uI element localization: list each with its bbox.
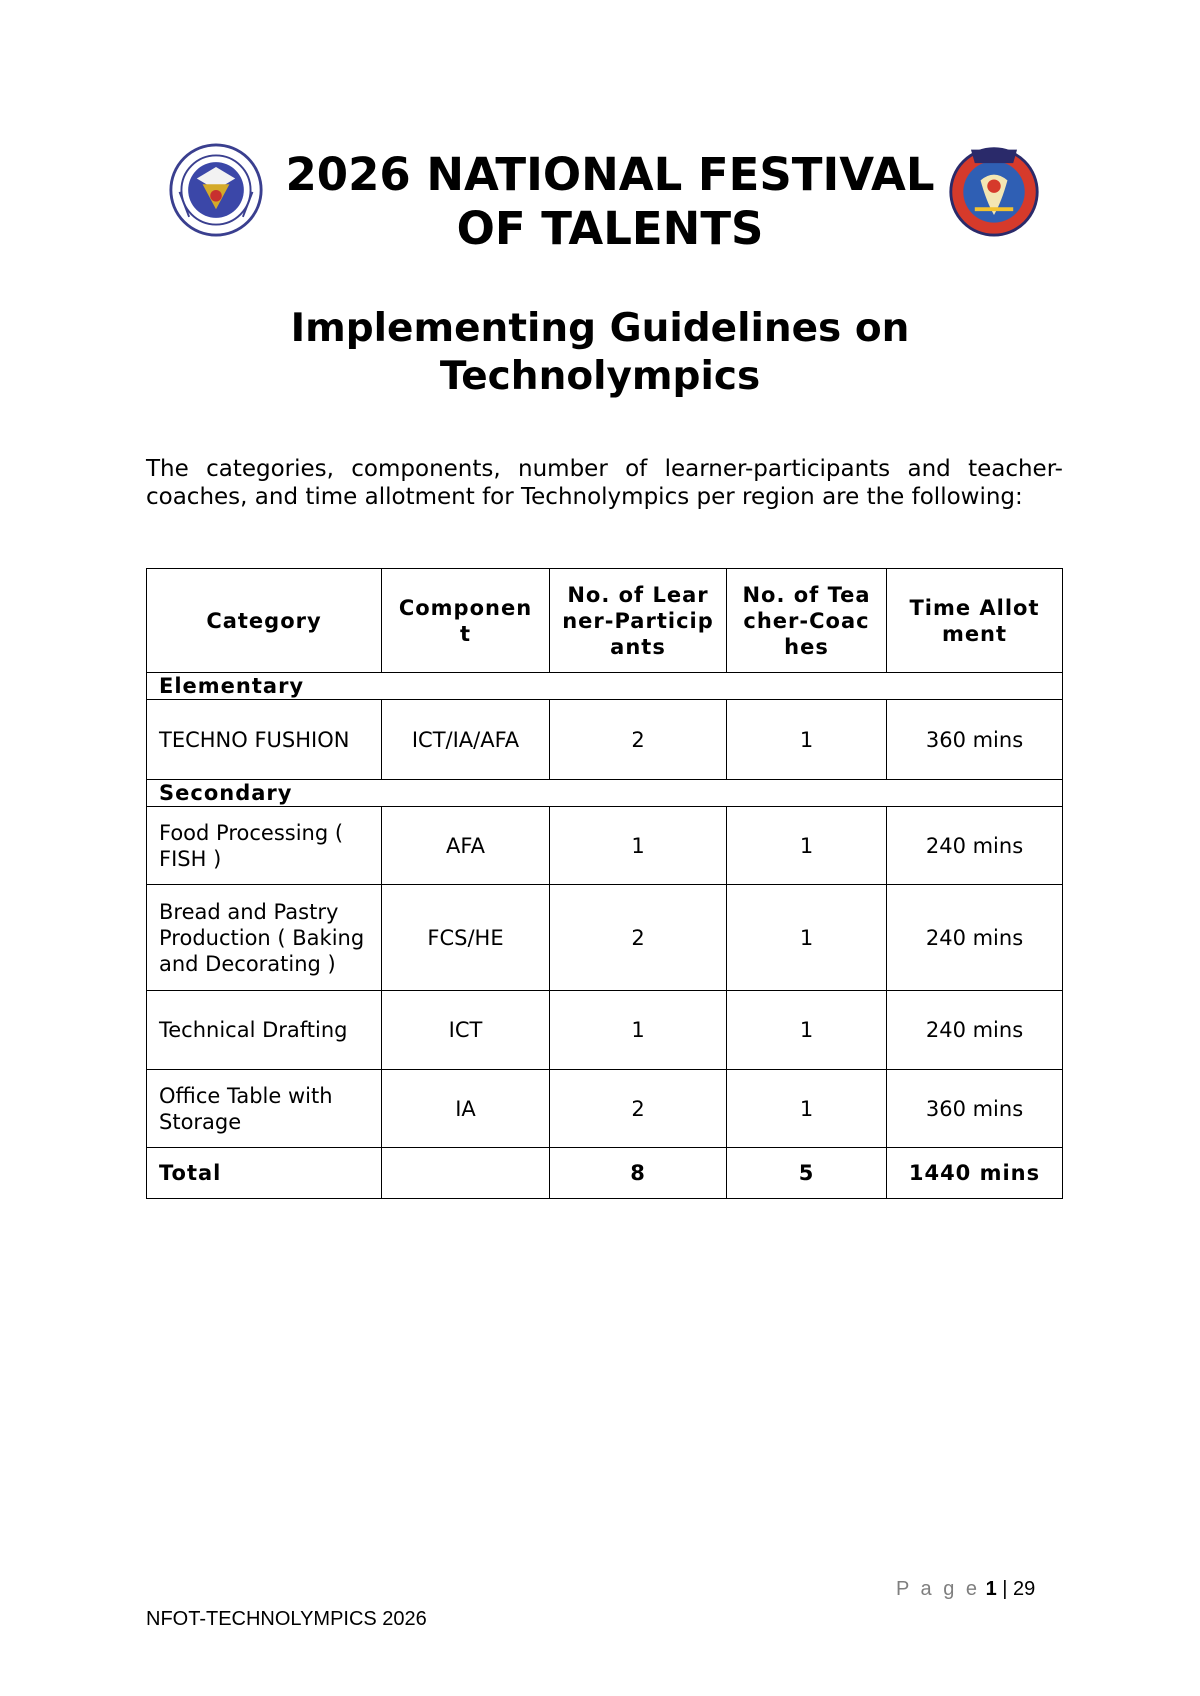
page-number — [896, 1578, 1035, 1601]
table-row — [147, 807, 1063, 885]
header-component: Component — [382, 569, 550, 673]
cell-component: AFA — [382, 807, 550, 885]
page-label: P a g e — [896, 1578, 981, 1600]
cell-coaches: 1 — [727, 991, 887, 1070]
document-subtitle — [160, 305, 1040, 401]
cell-category: Office Table with Storage — [147, 1070, 382, 1148]
cell-time: 360 mins — [887, 700, 1063, 780]
deped-seal-icon — [168, 142, 264, 238]
cell-learners: 2 — [550, 700, 727, 780]
table-row — [147, 885, 1063, 991]
cell-time: 240 mins — [887, 807, 1063, 885]
cell-coaches: 1 — [727, 700, 887, 780]
cell-time: 360 mins — [887, 1070, 1063, 1148]
main-title-line1: 2026 NATIONAL FESTIVAL — [285, 148, 935, 201]
footer-document-code: NFOT-TECHNOLYMPICS 2026 — [146, 1608, 427, 1630]
header-time-allotment: Time Allotment — [887, 569, 1063, 673]
document-header — [160, 138, 1060, 268]
page-current: 1 — [985, 1578, 997, 1600]
total-coaches: 5 — [727, 1148, 887, 1199]
section-row-elementary — [147, 673, 1063, 700]
total-label: Total — [147, 1148, 382, 1199]
table-header-row — [147, 569, 1063, 673]
table-row — [147, 991, 1063, 1070]
subtitle-line1: Implementing Guidelines on — [290, 306, 910, 351]
cell-category: Technical Drafting — [147, 991, 382, 1070]
cell-time: 240 mins — [887, 885, 1063, 991]
cell-category: Food Processing ( FISH ) — [147, 807, 382, 885]
section-label: Secondary — [147, 780, 1063, 807]
section-label: Elementary — [147, 673, 1063, 700]
header-learner-participants: No. of Learner-Participants — [550, 569, 727, 673]
main-title — [270, 148, 950, 256]
cell-component: IA — [382, 1070, 550, 1148]
cell-learners: 2 — [550, 1070, 727, 1148]
main-title-line2: OF TALENTS — [456, 202, 764, 255]
total-learners: 8 — [550, 1148, 727, 1199]
table-row — [147, 1070, 1063, 1148]
header-category: Category — [147, 569, 382, 673]
cell-learners: 2 — [550, 885, 727, 991]
cell-category: Bread and Pastry Production ( Baking and Decorating ) — [147, 885, 382, 991]
cell-component: FCS/HE — [382, 885, 550, 991]
total-component — [382, 1148, 550, 1199]
page-total: 29 — [1013, 1578, 1036, 1600]
cell-time: 240 mins — [887, 991, 1063, 1070]
total-row — [147, 1148, 1063, 1199]
page-separator: | — [996, 1578, 1014, 1600]
cell-category: TECHNO FUSHION — [147, 700, 382, 780]
guidelines-table — [146, 568, 1063, 1199]
cell-coaches: 1 — [727, 1070, 887, 1148]
section-row-secondary — [147, 780, 1063, 807]
intro-paragraph: The categories, components, number of learner-participants and teacher-coaches, and time allotment for Technolympics per region are the following: — [146, 456, 1063, 510]
cell-learners: 1 — [550, 991, 727, 1070]
cell-coaches: 1 — [727, 807, 887, 885]
festival-of-talents-logo-icon — [946, 142, 1042, 238]
cell-coaches: 1 — [727, 885, 887, 991]
header-teacher-coaches: No. of Teacher-Coaches — [727, 569, 887, 673]
cell-learners: 1 — [550, 807, 727, 885]
table-row — [147, 700, 1063, 780]
cell-component: ICT — [382, 991, 550, 1070]
total-time: 1440 mins — [887, 1148, 1063, 1199]
subtitle-line2: Technolympics — [439, 354, 761, 399]
cell-component: ICT/IA/AFA — [382, 700, 550, 780]
